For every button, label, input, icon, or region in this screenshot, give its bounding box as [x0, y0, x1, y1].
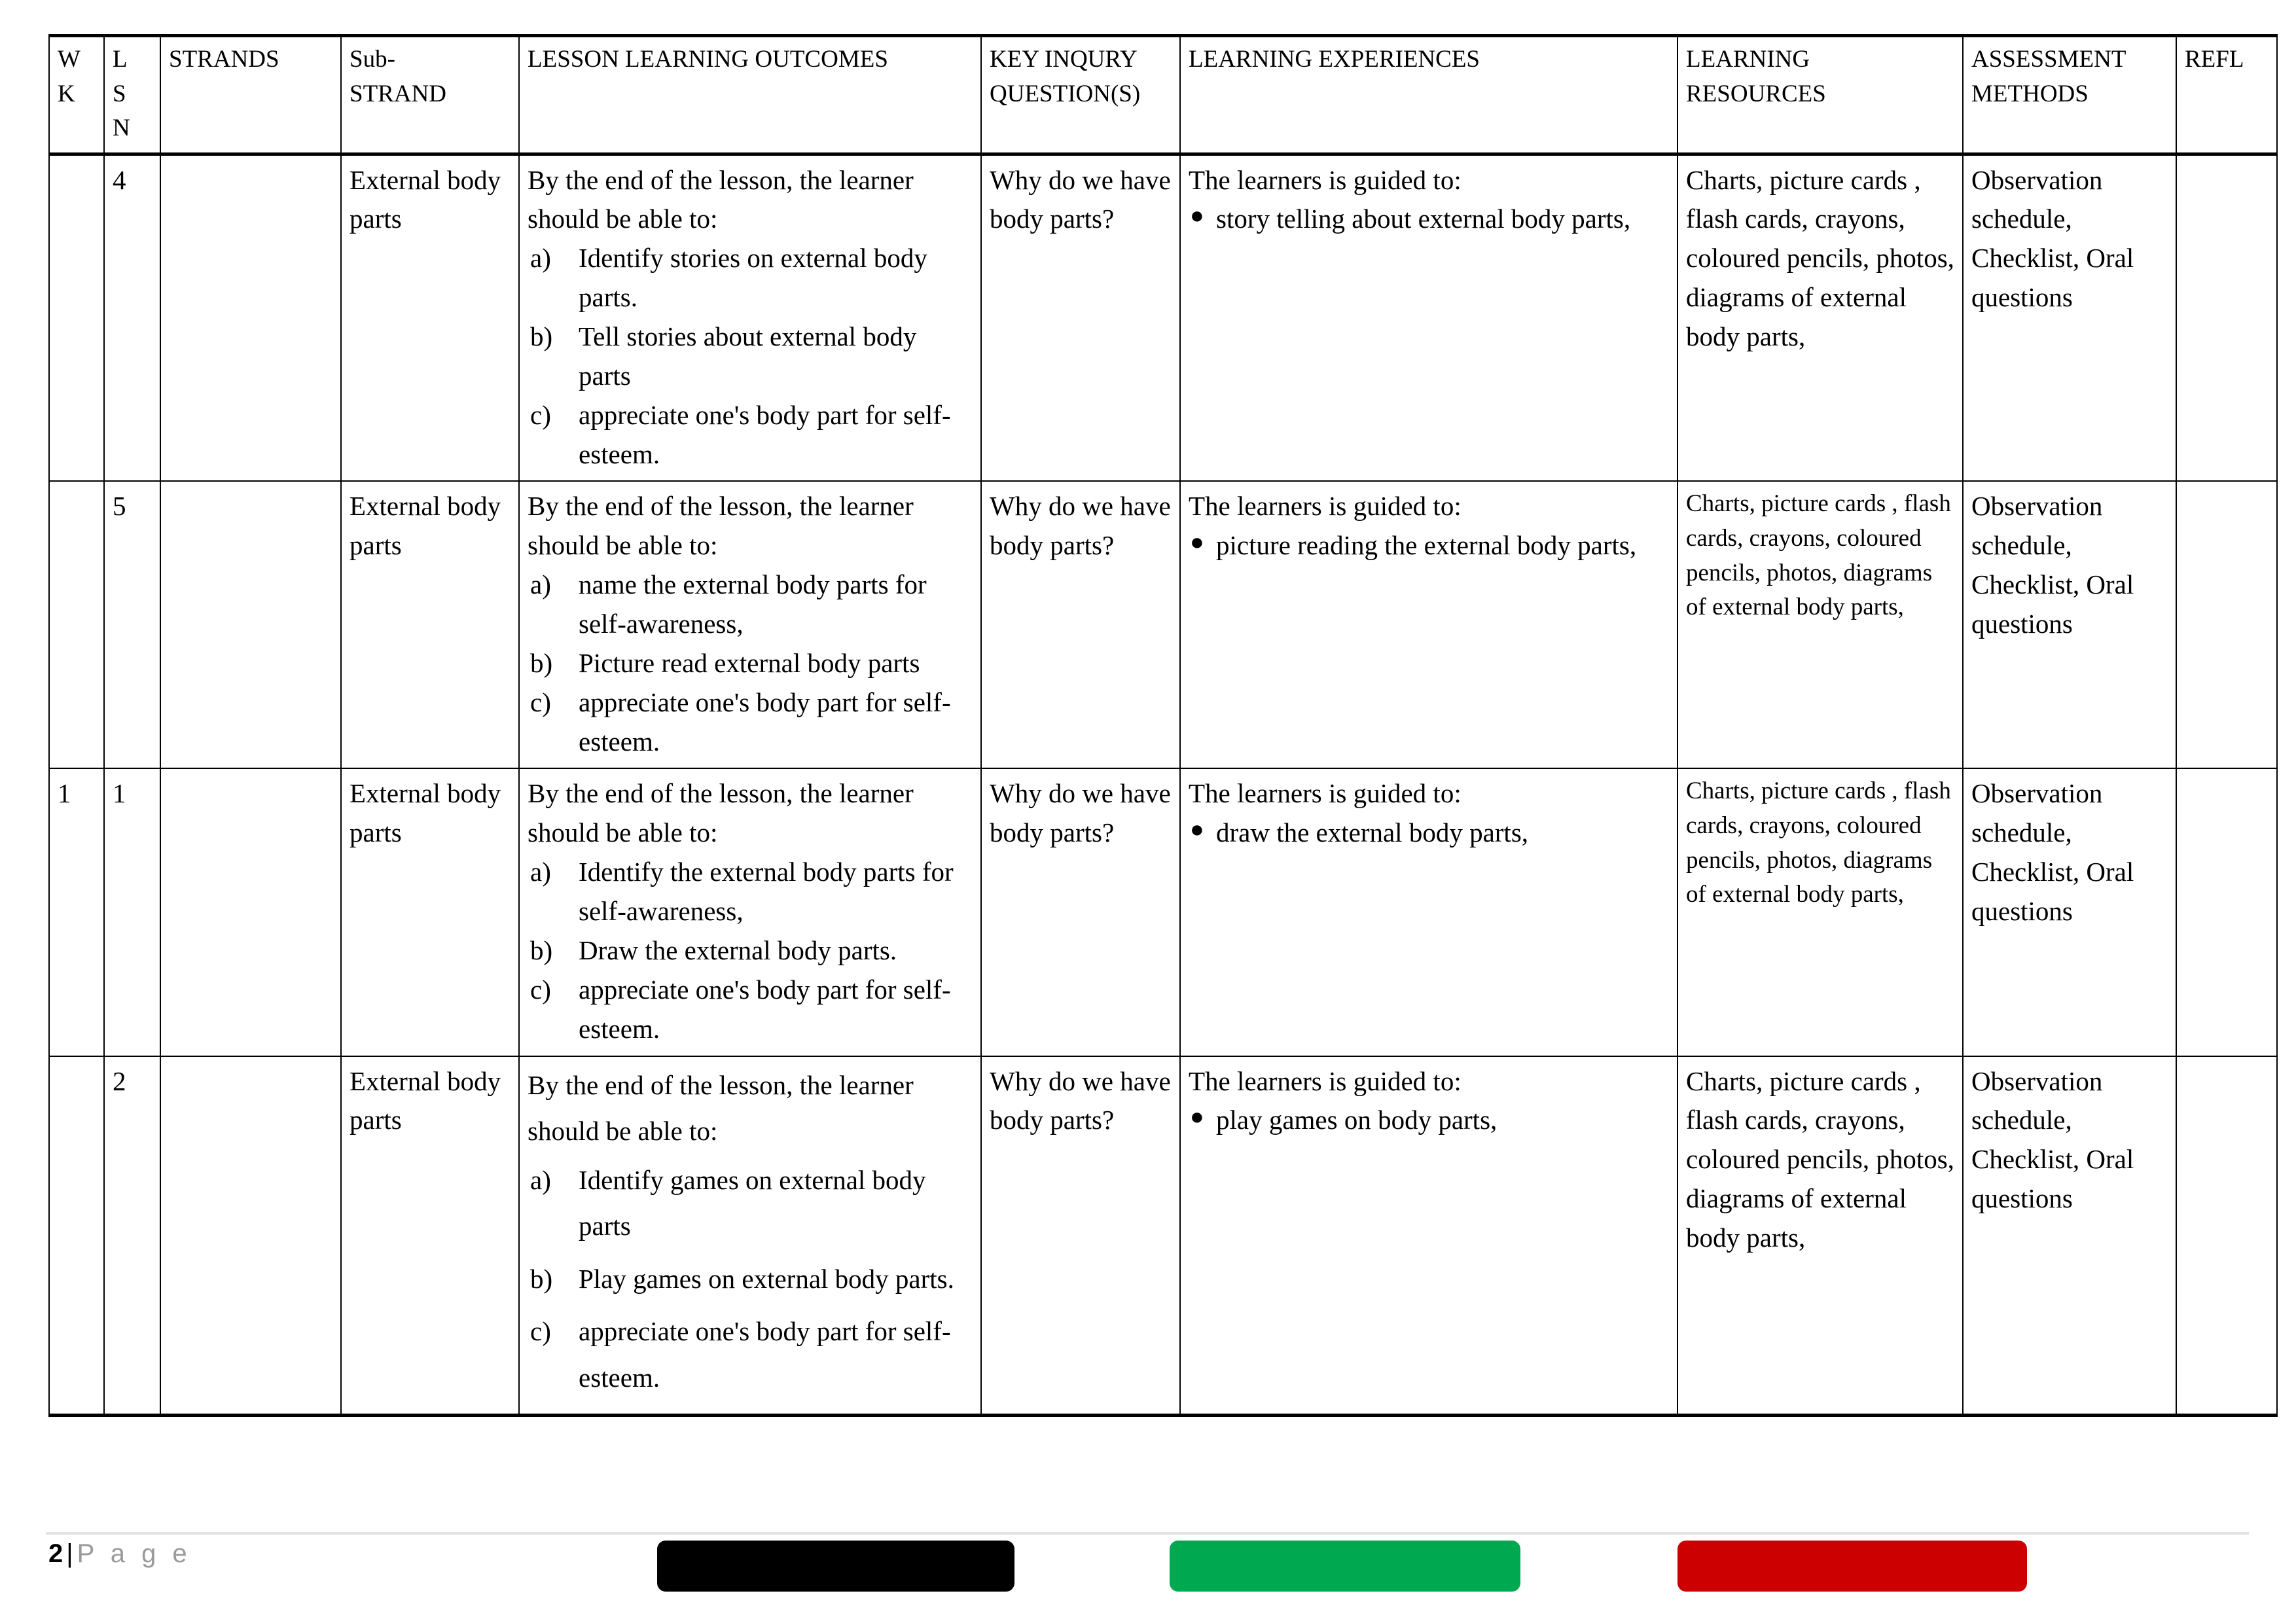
header-line: QUESTION(S) — [990, 80, 1141, 107]
outcome-marker: b) — [530, 647, 553, 678]
table-header-row — [49, 36, 2277, 154]
page-number: 2 — [48, 1539, 64, 1568]
cell-assessment-methods: Observation schedule, Checklist, Oral questions — [1963, 481, 2176, 768]
cell-assessment-methods: Observation schedule, Checklist, Oral questions — [1963, 154, 2176, 481]
experience-text: draw the external body parts, — [1216, 817, 1529, 848]
outcomes-list — [528, 239, 974, 474]
cell-learning-resources: Charts, picture cards , flash cards, crayons, coloured pencils, photos, diagrams of external body parts, — [1677, 481, 1963, 768]
cell-wk — [49, 481, 104, 768]
cell-sub-strand: External body parts — [341, 1056, 519, 1416]
cell-learning-resources: Charts, picture cards , flash cards, crayons, coloured pencils, photos, diagrams of external body parts, — [1677, 1056, 1963, 1416]
outcome-item — [528, 396, 974, 474]
column-header-learning-experiences: LEARNING EXPERIENCES — [1180, 36, 1677, 154]
cell-assessment-methods: Observation schedule, Checklist, Oral questions — [1963, 768, 2176, 1056]
cell-refl — [2176, 768, 2277, 1056]
cell-strands — [160, 1056, 341, 1416]
experience-item — [1189, 526, 1670, 565]
outcome-marker: a) — [530, 1164, 551, 1195]
column-header-assessment-methods — [1963, 36, 2176, 154]
experience-item — [1189, 200, 1670, 239]
experience-item — [1189, 1101, 1670, 1140]
outcome-item — [528, 317, 974, 396]
outcome-marker: c) — [530, 1316, 551, 1347]
outcome-marker: b) — [530, 321, 553, 352]
experiences-list — [1189, 813, 1670, 853]
outcome-text: Identify games on external body parts — [579, 1164, 926, 1241]
header-line: ASSESSMENT — [1971, 46, 2126, 73]
experiences-lead: The learners is guided to: — [1189, 164, 1462, 195]
column-header-learning-resources — [1677, 36, 1963, 154]
cell-sub-strand: External body parts — [341, 768, 519, 1056]
outcome-text: appreciate one's body part for self-esteem. — [579, 1316, 951, 1393]
header-line: METHODS — [1971, 80, 2089, 107]
outcome-text: Tell stories about external body parts — [579, 321, 917, 391]
scheme-of-work-table — [48, 34, 2278, 1417]
cell-lsn: 2 — [104, 1056, 160, 1416]
experiences-lead: The learners is guided to: — [1189, 1065, 1462, 1096]
cell-sub-strand: External body parts — [341, 481, 519, 768]
cell-lesson-learning-outcomes — [519, 768, 981, 1056]
outcomes-list — [528, 853, 974, 1048]
outcome-item — [528, 1256, 974, 1302]
black-bar — [657, 1541, 1014, 1592]
outcome-marker: b) — [530, 935, 553, 965]
cell-sub-strand: External body parts — [341, 154, 519, 481]
cell-learning-experiences — [1180, 768, 1677, 1056]
cell-strands — [160, 154, 341, 481]
outcomes-lead: By the end of the lesson, the learner should be able to: — [528, 1069, 914, 1147]
cell-wk — [49, 154, 104, 481]
column-header-strands: STRANDS — [160, 36, 341, 154]
cell-refl — [2176, 481, 2277, 768]
experiences-lead: The learners is guided to: — [1189, 778, 1462, 809]
cell-lesson-learning-outcomes — [519, 481, 981, 768]
outcome-text: Play games on external body parts. — [579, 1263, 954, 1294]
outcome-item — [528, 971, 974, 1049]
cell-strands — [160, 768, 341, 1056]
header-line: K — [58, 80, 75, 107]
column-header-refl: REFL — [2176, 36, 2277, 154]
header-line: KEY INQURY — [990, 46, 1138, 73]
outcome-item — [528, 853, 974, 931]
cell-learning-resources: Charts, picture cards , flash cards, crayons, coloured pencils, photos, diagrams of external body parts, — [1677, 154, 1963, 481]
outcome-text: appreciate one's body part for self-esteem. — [579, 974, 951, 1044]
outcome-marker: b) — [530, 1263, 553, 1294]
cell-key-inquiry-question: Why do we have body parts? — [981, 768, 1180, 1056]
header-line: N — [113, 115, 130, 142]
bullet-icon: ● — [1190, 1103, 1204, 1130]
cell-strands — [160, 481, 341, 768]
column-header-lsn — [104, 36, 160, 154]
experience-text: story telling about external body parts, — [1216, 204, 1631, 234]
header-line: STRAND — [350, 80, 447, 107]
outcome-marker: c) — [530, 687, 551, 717]
outcome-marker: c) — [530, 974, 551, 1005]
outcome-text: Draw the external body parts. — [579, 935, 897, 965]
header-line: S — [113, 80, 126, 107]
outcome-text: Identify stories on external body parts. — [579, 243, 927, 313]
outcome-marker: a) — [530, 569, 551, 600]
outcomes-list — [528, 1157, 974, 1401]
cell-key-inquiry-question: Why do we have body parts? — [981, 154, 1180, 481]
outcome-text: appreciate one's body part for self-esteem. — [579, 399, 951, 469]
experiences-list — [1189, 1101, 1670, 1140]
red-bar — [1677, 1541, 2027, 1592]
outcomes-lead: By the end of the lesson, the learner should be able to: — [528, 778, 914, 848]
outcome-item — [528, 644, 974, 683]
column-header-lesson-learning-outcomes: LESSON LEARNING OUTCOMES — [519, 36, 981, 154]
outcome-marker: c) — [530, 399, 551, 430]
outcomes-lead: By the end of the lesson, the learner should be able to: — [528, 491, 914, 561]
cell-wk — [49, 1056, 104, 1416]
bullet-icon: ● — [1190, 202, 1204, 229]
column-header-sub-strand — [341, 36, 519, 154]
header-line: LEARNING — [1686, 46, 1810, 73]
bullet-icon: ● — [1190, 816, 1204, 843]
cell-learning-experiences — [1180, 481, 1677, 768]
header-line: Sub- — [350, 46, 395, 73]
experience-item — [1189, 813, 1670, 853]
experience-text: picture reading the external body parts, — [1216, 530, 1637, 561]
header-line: W — [58, 46, 81, 73]
outcomes-list — [528, 565, 974, 761]
outcome-text: name the external body parts for self-awareness, — [579, 569, 927, 639]
outcomes-lead: By the end of the lesson, the learner should be able to: — [528, 164, 914, 234]
header-line: RESOURCES — [1686, 80, 1826, 107]
experiences-list — [1189, 526, 1670, 565]
cell-lsn: 4 — [104, 154, 160, 481]
cell-lsn: 5 — [104, 481, 160, 768]
cell-refl — [2176, 1056, 2277, 1416]
outcome-marker: a) — [530, 857, 551, 887]
outcome-text: appreciate one's body part for self-esteem. — [579, 687, 951, 757]
footer-divider — [46, 1532, 2249, 1535]
outcome-marker: a) — [530, 243, 551, 274]
outcome-item — [528, 239, 974, 317]
outcome-item — [528, 931, 974, 971]
outcome-item — [528, 1157, 974, 1249]
cell-lesson-learning-outcomes — [519, 1056, 981, 1416]
table-row — [49, 1056, 2277, 1416]
bullet-icon: ● — [1190, 529, 1204, 556]
green-bar — [1170, 1541, 1520, 1592]
outcome-text: Picture read external body parts — [579, 647, 920, 678]
outcome-item — [528, 1308, 974, 1400]
table-row — [49, 481, 2277, 768]
cell-learning-resources: Charts, picture cards , flash cards, crayons, coloured pencils, photos, diagrams of external body parts, — [1677, 768, 1963, 1056]
column-header-wk — [49, 36, 104, 154]
experiences-lead: The learners is guided to: — [1189, 491, 1462, 522]
cell-learning-experiences — [1180, 1056, 1677, 1416]
experiences-list — [1189, 200, 1670, 239]
outcome-item — [528, 565, 974, 644]
outcome-item — [528, 683, 974, 762]
column-header-key-inquiry-questions — [981, 36, 1180, 154]
cell-wk: 1 — [49, 768, 104, 1056]
header-line: L — [113, 46, 128, 73]
page-number-label — [48, 1541, 192, 1567]
cell-lesson-learning-outcomes — [519, 154, 981, 481]
outcome-text: Identify the external body parts for self-awareness, — [579, 857, 954, 927]
experience-text: play games on body parts, — [1216, 1105, 1498, 1135]
page-label-separator: | — [66, 1539, 73, 1568]
page-label-word: P a g e — [77, 1539, 192, 1568]
cell-refl — [2176, 154, 2277, 481]
cell-key-inquiry-question: Why do we have body parts? — [981, 1056, 1180, 1416]
table-row — [49, 768, 2277, 1056]
cell-learning-experiences — [1180, 154, 1677, 481]
table-row — [49, 154, 2277, 481]
cell-lsn: 1 — [104, 768, 160, 1056]
cell-assessment-methods: Observation schedule, Checklist, Oral questions — [1963, 1056, 2176, 1416]
cell-key-inquiry-question: Why do we have body parts? — [981, 481, 1180, 768]
